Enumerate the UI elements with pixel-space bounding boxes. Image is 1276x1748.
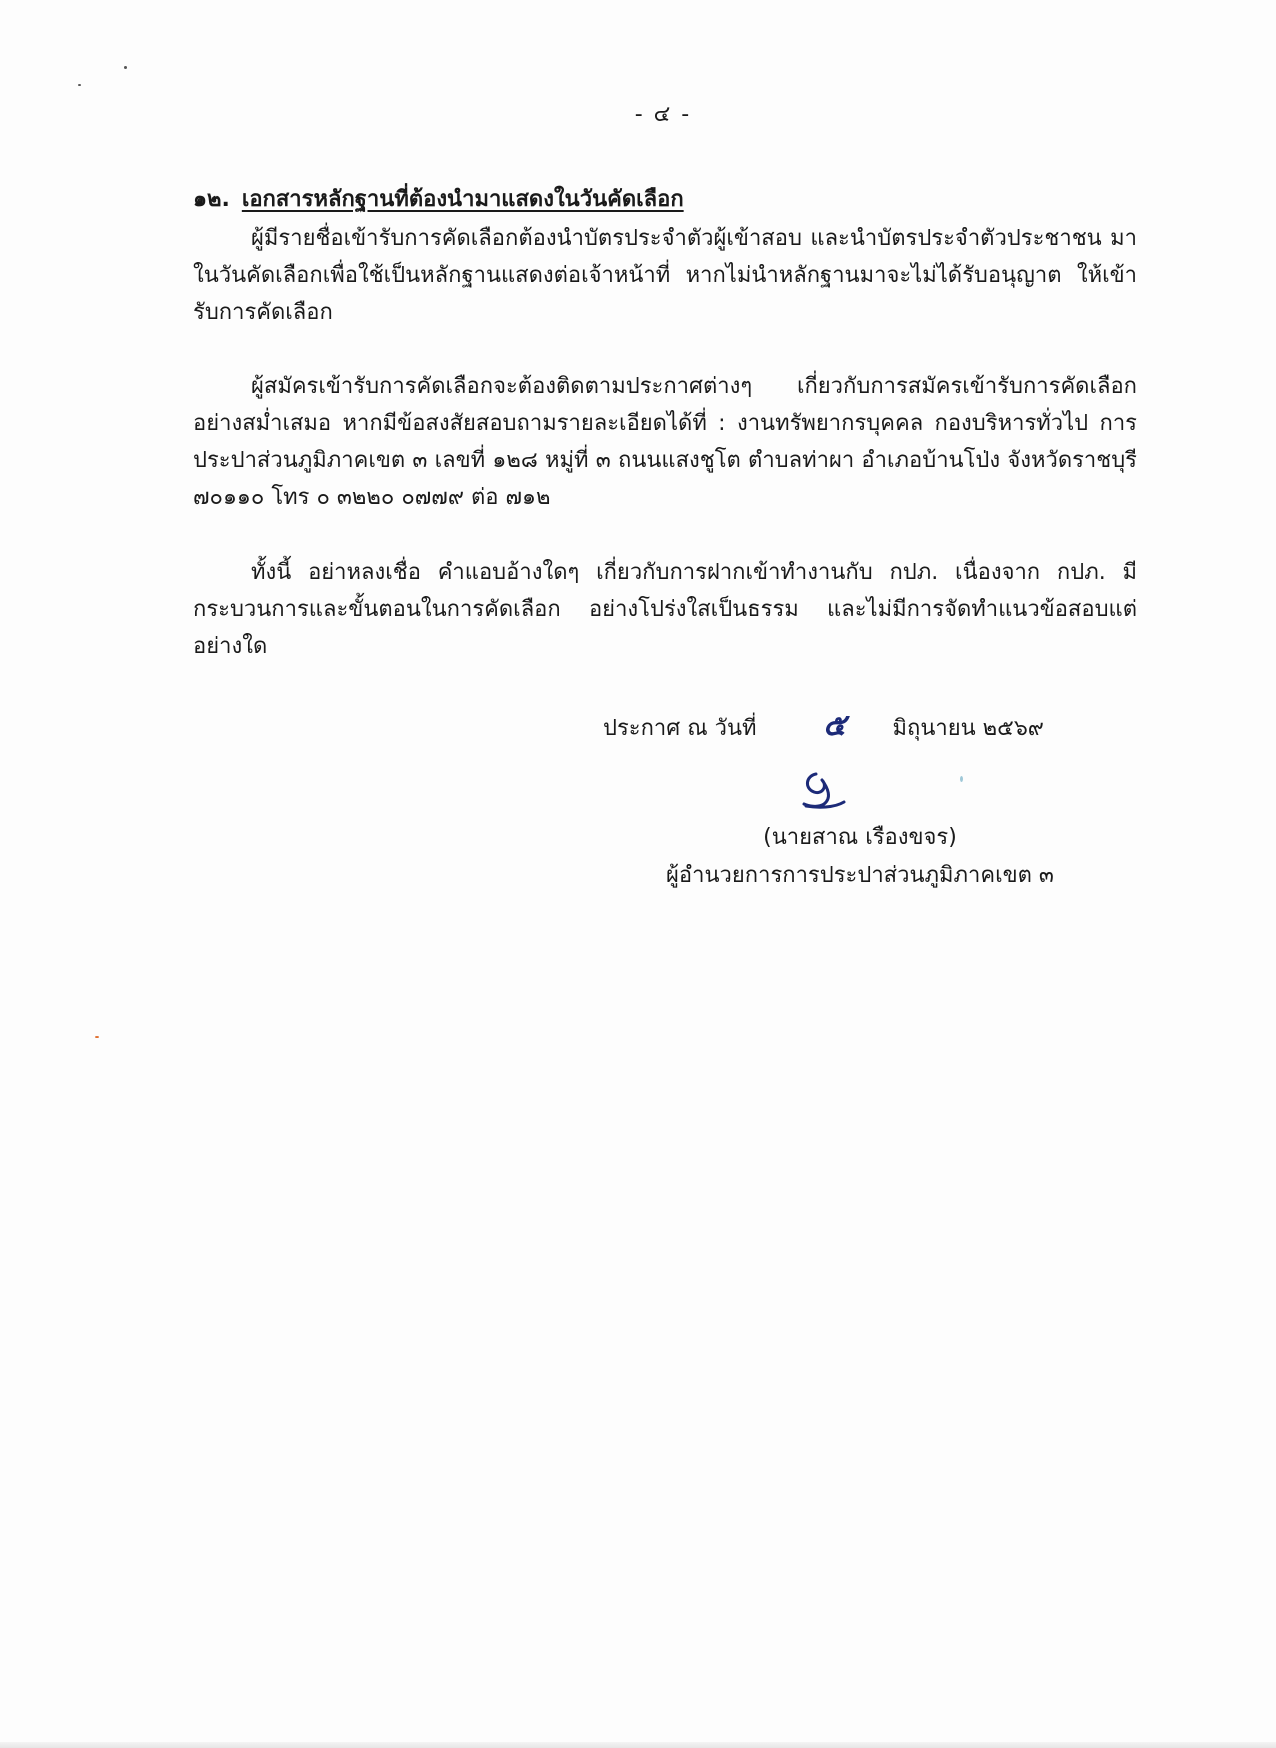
paragraph-fraud-warning: ทั้งนี้ อย่าหลงเชื่อ คำแอบอ้างใดๆ เกี่ยวกับการฝากเข้าทำงานกับ กปภ. เนื่องจาก กปภ. มีกระบวนการและขั้นตอนในการคัดเลือก อย่างโปร่งใสเป็นธรรม และไม่มีการจัดทำแนวข้อสอบแต่อย่างใด xyxy=(193,560,1137,659)
paragraph-required-documents: ผู้มีรายชื่อเข้ารับการคัดเลือกต้องนำบัตรประจำตัวผู้เข้าสอบ และนำบัตรประจำตัวประชาชน มาในวันคัดเลือกเพื่อใช้เป็นหลักฐานแสดงต่อเจ้าหน้าที่ หากไม่นำหลักฐานมาจะไม่ได้รับอนุญาต ให้เข้ารับการคัดเลือก xyxy=(193,226,1137,325)
announcement-month-year: มิถุนายน ๒๕๖๙ xyxy=(892,716,1044,741)
paragraph-contact-info: ผู้สมัครเข้ารับการคัดเลือกจะต้องติดตามประกาศต่างๆ เกี่ยวกับการสมัครเข้ารับการคัดเลือก อย่างสม่ำเสมอ หากมีข้อสงสัยสอบถามรายละเอียดได้ที่ : งานทรัพยากรบุคคล กองบริหารทั่วไป การประปาส่วนภูมิภาคเขต ๓ เลขที่ ๑๒๘ หมู่ที่ ๓ ถนนแสงชูโต ตำบลท่าผา อำเภอบ้านโป่ง จังหวัดราชบุรี ๗๐๑๑๐ โทร ๐ ๓๒๒๐ ๐๗๗๙ ต่อ ๗๑๒ xyxy=(193,374,1137,510)
page-number: - ๔ - xyxy=(634,102,692,127)
signature-mark xyxy=(798,768,848,812)
scan-speck xyxy=(78,84,81,86)
scan-speck xyxy=(124,66,127,69)
scan-speck xyxy=(95,1036,99,1038)
signer-name: (นายสาณ เรืองขจร) xyxy=(763,825,957,850)
announcement-date-line xyxy=(603,708,1044,747)
announcement-day-handwritten: ๕ xyxy=(823,708,846,743)
section-title: เอกสารหลักฐานที่ต้องนำมาแสดงในวันคัดเลือก xyxy=(241,187,684,212)
scan-speck xyxy=(960,776,963,782)
signer-title: ผู้อำนวยการการประปาส่วนภูมิภาคเขต ๓ xyxy=(666,863,1054,888)
section-number: ๑๒. xyxy=(193,187,230,212)
section-heading xyxy=(193,184,1137,216)
announcement-label: ประกาศ ณ วันที่ xyxy=(603,716,757,741)
scan-bottom-edge xyxy=(0,1742,1276,1748)
